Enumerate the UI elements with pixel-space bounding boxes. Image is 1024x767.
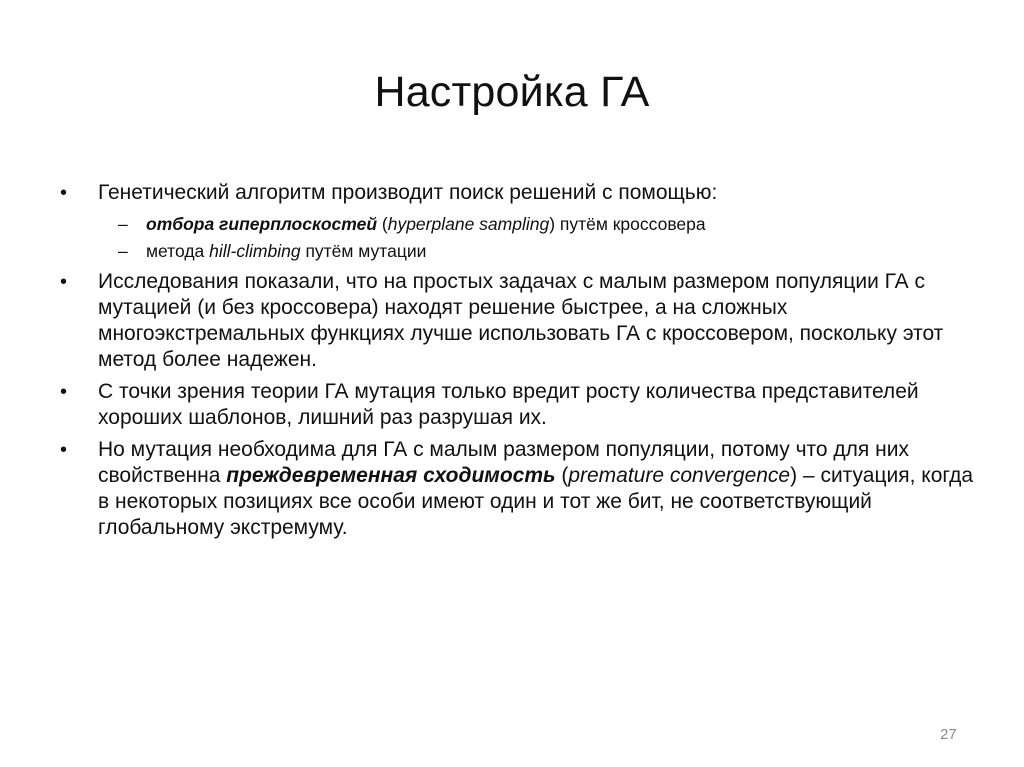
bullet-icon: • xyxy=(60,439,68,461)
bullet-icon: • xyxy=(60,271,68,293)
bullet-text: Генетический алгоритм производит поиск решений с помощью: xyxy=(98,181,718,204)
page-number: 27 xyxy=(940,726,957,743)
bullet-text: С точки зрения теории ГА мутация только вредит росту количества представителей хороших шаблонов, лишний раз разрушая их. xyxy=(98,380,919,429)
text: ) – ситуация, когда в некоторых позициях все особи имеют один и тот же бит, не соответствующий глобальному экстремуму. xyxy=(98,464,974,539)
bullet-icon: • xyxy=(60,381,68,403)
dash-icon: – xyxy=(118,214,128,234)
term-italic: premature convergence xyxy=(568,464,791,487)
sub-bullet-1 xyxy=(60,212,980,236)
bullet-icon: • xyxy=(60,182,68,204)
text: ( xyxy=(377,214,388,234)
text: метода xyxy=(146,241,210,261)
bullet-text: Исследования показали, что на простых задачах с малым размером популяции ГА с мутацией (и без кроссовера) находят решение быстрее, а на сложных многоэкстремальных функциях лучше использовать ГА с кроссовером, поскольку этот метод более надежен. xyxy=(98,270,944,371)
bullet-1 xyxy=(60,180,980,206)
bullet-4 xyxy=(60,437,980,541)
dash-icon: – xyxy=(118,241,128,261)
text: путём мутации xyxy=(300,241,427,261)
term-bold: отбора гиперплоскостей xyxy=(146,214,378,234)
text: Но мутация необходима для ГА с малым размером популяции, потому что для них свойственна xyxy=(98,438,909,487)
term-bold: преждевременная сходимость xyxy=(226,464,556,487)
slide-content xyxy=(60,180,980,547)
term-italic: hyperplane sampling xyxy=(387,214,550,234)
bullet-3 xyxy=(60,379,980,431)
text: ) путём кроссовера xyxy=(549,214,706,234)
term-italic: hill-climbing xyxy=(209,241,301,261)
text: ( xyxy=(555,464,569,487)
bullet-2 xyxy=(60,269,980,373)
slide-title: Настройка ГА xyxy=(374,68,650,116)
sub-bullet-2 xyxy=(60,239,980,263)
